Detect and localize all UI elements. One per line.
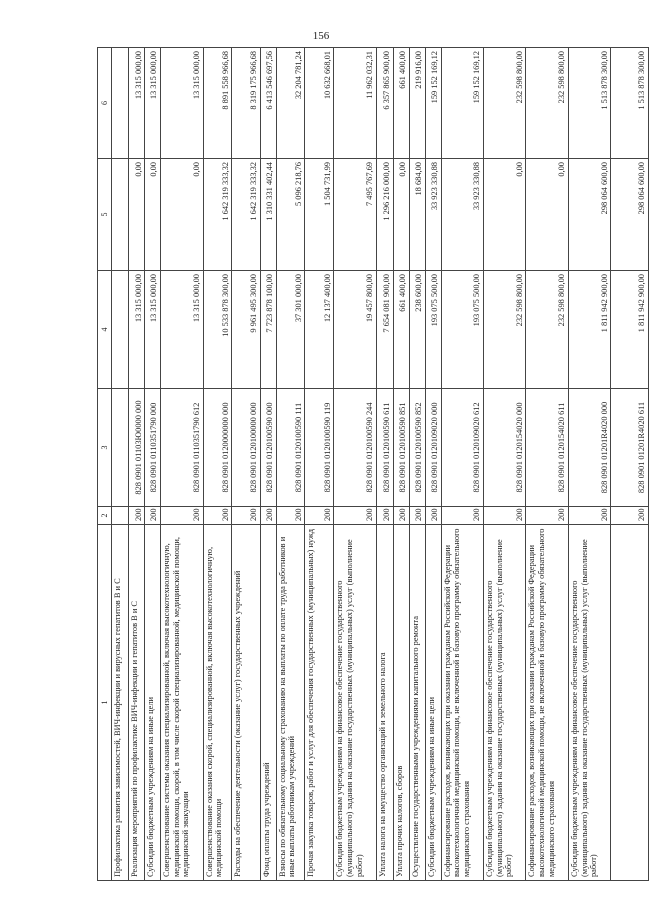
table-row (526, 48, 568, 881)
table-row-name: Профилактика развития зависимостей, ВИЧ-инфекции и вирусных гепатитов В и С (112, 525, 129, 881)
table-row-amount-plan: 7 654 081 900,00 (376, 271, 393, 389)
table-row (276, 48, 305, 881)
page-number: 156 (312, 30, 330, 42)
table-row-amount-plan: 10 533 878 300,00 (203, 271, 232, 389)
table-row-amount-executed: 1 642 319 333,32 (203, 159, 232, 271)
table-row-code: 200 (161, 507, 203, 525)
table-row-kbk: 828 0901 01103Ю0000 000 (129, 389, 145, 507)
table-row-amount-executed: 298 064 600,00 (568, 159, 610, 271)
table-row (376, 48, 393, 881)
table-row-kbk: 828 0901 0120154020 611 (526, 389, 568, 507)
column-header: 1 (98, 525, 112, 881)
table-row-kbk: 828 0901 0120109020 612 (441, 389, 483, 507)
table-row-code: 200 (394, 507, 410, 525)
table-row-amount-plan: 193 075 500,00 (441, 271, 483, 389)
table-row (203, 48, 232, 881)
table-row-amount-remaining: 1 513 878 300,00 (568, 48, 610, 159)
table-row-code: 200 (232, 507, 261, 525)
column-header: 5 (98, 159, 112, 271)
table-row-kbk: 828 0901 0120100590 111 (276, 389, 305, 507)
table-row-amount-executed: 33 923 330,88 (441, 159, 483, 271)
table-row-amount-plan: 7 723 878 100,00 (260, 271, 276, 389)
table-row-name: Субсидии бюджетным учреждениям на финансовое обеспечение государственного (муниципального) задания на оказание государственных (муниципальных) услуг (выполнение работ) (568, 525, 610, 881)
table-row-amount-remaining: 661 400,00 (394, 48, 410, 159)
column-header: 6 (98, 48, 112, 159)
table-row-name: Софинансирование расходов, возникающих при оказании гражданам Российской Федерации высокотехнологичной медицинской помощи, не включенной в базовую программу обязательного медицинского страхования (526, 525, 568, 881)
table-row-amount-executed: 0,00 (129, 159, 145, 271)
table-row-amount-plan: 13 315 000,00 (129, 271, 145, 389)
table-row-name: Уплата прочих налогов, сборов (394, 525, 410, 881)
table-row-kbk: 828 0901 0120154020 000 (483, 389, 525, 507)
table-row-kbk: 828 0901 0120100590 000 (260, 389, 276, 507)
table-row-name: Прочая закупка товаров, работ и услуг для обеспечения государственных (муниципальных) нужд (305, 525, 334, 881)
table-row-name: Взносы по обязательному социальному страхованию на выплаты по оплате труда работников и иные выплаты работникам учреждений (276, 525, 305, 881)
table-row-amount-remaining: 13 315 000,00 (145, 48, 161, 159)
rotated-table-area (97, 48, 649, 881)
table-row-amount-remaining: 6 413 546 697,56 (260, 48, 276, 159)
table-row-amount-executed: 1 310 331 402,44 (260, 159, 276, 271)
table-row-code: 200 (334, 507, 376, 525)
table-body (112, 48, 649, 881)
table-row-amount-executed: 0,00 (483, 159, 525, 271)
table-row-amount-plan: 12 137 400,00 (305, 271, 334, 389)
table-row-amount-plan: 232 598 800,00 (483, 271, 525, 389)
table-row-amount-executed: 33 923 330,88 (425, 159, 441, 271)
table-row-amount-plan: 238 600,00 (409, 271, 425, 389)
table-row-amount-plan: 193 075 500,00 (425, 271, 441, 389)
table-row (232, 48, 261, 881)
table-row-amount-plan: 13 315 000,00 (161, 271, 203, 389)
table-row-name: Субсидии бюджетным учреждениям на финансовое обеспечение государственного (муниципального) задания на оказание государственных (муниципальных) услуг (выполнение работ) (334, 525, 376, 881)
table-row-code: 200 (441, 507, 483, 525)
table-row (145, 48, 161, 881)
table-row-code: 200 (145, 507, 161, 525)
table-row-amount-remaining: 8 891 558 966,68 (203, 48, 232, 159)
table-row-code: 200 (376, 507, 393, 525)
table-row-amount-executed: 0,00 (526, 159, 568, 271)
table-row-amount-executed: 0,00 (161, 159, 203, 271)
table-row-amount-remaining: 32 204 781,24 (276, 48, 305, 159)
table-row-amount-remaining: 159 152 169,12 (425, 48, 441, 159)
table-row-kbk: 828 0901 0120100000 000 (232, 389, 261, 507)
table-row-amount-remaining: 13 315 000,00 (161, 48, 203, 159)
table-row (161, 48, 203, 881)
table-row-amount-remaining: 11 962 032,31 (334, 48, 376, 159)
table-row (129, 48, 145, 881)
table-row-kbk: 828 0901 0120100590 851 (394, 389, 410, 507)
table-row-code: 200 (203, 507, 232, 525)
table-row-name: Расходы на обеспечение деятельности (оказание услуг) государственных учреждений (232, 525, 261, 881)
table-row-amount-remaining: 232 598 800,00 (483, 48, 525, 159)
table-row-code (112, 507, 129, 525)
table-row-amount-executed: 1 642 319 333,32 (232, 159, 261, 271)
table-row-name: Совершенствование оказания скорой, специализированной, включая высокотехнологичную, медицинской помощи (203, 525, 232, 881)
table-row (441, 48, 483, 881)
table-row-amount-plan: 1 811 942 900,00 (611, 271, 649, 389)
table-row-code: 200 (425, 507, 441, 525)
table-row-kbk: 828 0901 0120100590 852 (409, 389, 425, 507)
table-row-name: Субсидии бюджетным учреждениям на финансовое обеспечение государственного (муниципального) задания на оказание государственных (муниципальных) услуг (выполнение работ) (483, 525, 525, 881)
table-row (112, 48, 129, 881)
table-row-amount-plan: 9 961 495 300,00 (232, 271, 261, 389)
table-row-kbk: 828 0901 0110351790 612 (161, 389, 203, 507)
table-row-amount-executed (112, 159, 129, 271)
table-row-name (611, 525, 649, 881)
table-row (334, 48, 376, 881)
table-row-kbk: 828 0901 0120109020 000 (425, 389, 441, 507)
table-row-name: Софинансирование расходов, возникающих при оказании гражданам Российской Федерации высокотехнологичной медицинской помощи, не включенной в базовую программу обязательного медицинского страхования (441, 525, 483, 881)
table-row (611, 48, 649, 881)
table-row-code: 200 (305, 507, 334, 525)
table-row-amount-remaining: 8 319 175 966,68 (232, 48, 261, 159)
table-row-kbk: 828 0901 0110351790 000 (145, 389, 161, 507)
table-row-code: 200 (611, 507, 649, 525)
table-row-amount-remaining: 219 916,00 (409, 48, 425, 159)
table-row (409, 48, 425, 881)
table-row-amount-plan: 37 301 000,00 (276, 271, 305, 389)
table-row-amount-remaining: 1 513 878 300,00 (611, 48, 649, 159)
table-row-amount-remaining: 13 315 000,00 (129, 48, 145, 159)
table-row-name: Совершенствование системы оказания специализированной, включая высокотехнологичную, медицинской помощи, скорой, в том числе скорой специализированной, медицинской помощи, медицинской эвакуации (161, 525, 203, 881)
table-row-kbk (112, 389, 129, 507)
table-row-kbk: 828 0901 0120100590 119 (305, 389, 334, 507)
table-row-code: 200 (129, 507, 145, 525)
table-row-amount-plan: 1 811 942 900,00 (568, 271, 610, 389)
table-row-amount-plan: 19 457 800,00 (334, 271, 376, 389)
table-row (305, 48, 334, 881)
table-row-name: Осуществление государственными учреждениями капитального ремонта (409, 525, 425, 881)
table-row-name: Реализация мероприятий по профилактике ВИЧ-инфекции и гепатитов В и С (129, 525, 145, 881)
table-row-amount-executed: 0,00 (394, 159, 410, 271)
table-row-amount-executed: 1 504 731,99 (305, 159, 334, 271)
table-row (568, 48, 610, 881)
table-row-amount-plan: 661 400,00 (394, 271, 410, 389)
table-row-name: Субсидии бюджетным учреждениям на иные цели (145, 525, 161, 881)
table-row-code: 200 (276, 507, 305, 525)
table-row-amount-executed: 18 684,00 (409, 159, 425, 271)
budget-table (97, 47, 649, 881)
table-row-amount-plan: 13 315 000,00 (145, 271, 161, 389)
rotated-table-container (97, 48, 649, 881)
table-row-amount-executed: 5 096 218,76 (276, 159, 305, 271)
table-row-kbk: 828 0901 01201R4020 611 (611, 389, 649, 507)
column-number-row (98, 48, 112, 881)
table-row-amount-remaining: 6 357 865 900,00 (376, 48, 393, 159)
table-row-kbk: 828 0901 01201R4020 000 (568, 389, 610, 507)
table-row-kbk: 828 0901 0120100590 611 (376, 389, 393, 507)
table-row-kbk: 828 0901 0120000000 000 (203, 389, 232, 507)
table-row-name: Уплата налога на имущество организаций и земельного налога (376, 525, 393, 881)
table-row (483, 48, 525, 881)
table-row-name: Субсидии бюджетным учреждениям на иные цели (425, 525, 441, 881)
table-row-amount-executed: 298 064 600,00 (611, 159, 649, 271)
table-row-code: 200 (526, 507, 568, 525)
table-row-amount-executed: 7 495 767,69 (334, 159, 376, 271)
column-header: 4 (98, 271, 112, 389)
table-row (394, 48, 410, 881)
table-row-kbk: 828 0901 0120100590 244 (334, 389, 376, 507)
table-row-amount-remaining: 10 632 668,01 (305, 48, 334, 159)
table-row-amount-remaining (112, 48, 129, 159)
column-header: 2 (98, 507, 112, 525)
table-row-code: 200 (568, 507, 610, 525)
table-row-code: 200 (483, 507, 525, 525)
table-row-amount-plan (112, 271, 129, 389)
table-row-amount-remaining: 232 598 800,00 (526, 48, 568, 159)
table-row-name: Фонд оплаты труда учреждений (260, 525, 276, 881)
table-row (425, 48, 441, 881)
table-row-amount-executed: 0,00 (145, 159, 161, 271)
column-header: 3 (98, 389, 112, 507)
table-row-amount-remaining: 159 152 169,12 (441, 48, 483, 159)
table-row-amount-executed: 1 296 216 000,00 (376, 159, 393, 271)
table-row-code: 200 (409, 507, 425, 525)
table-row-amount-plan: 232 598 800,00 (526, 271, 568, 389)
table-row (260, 48, 276, 881)
table-row-code: 200 (260, 507, 276, 525)
